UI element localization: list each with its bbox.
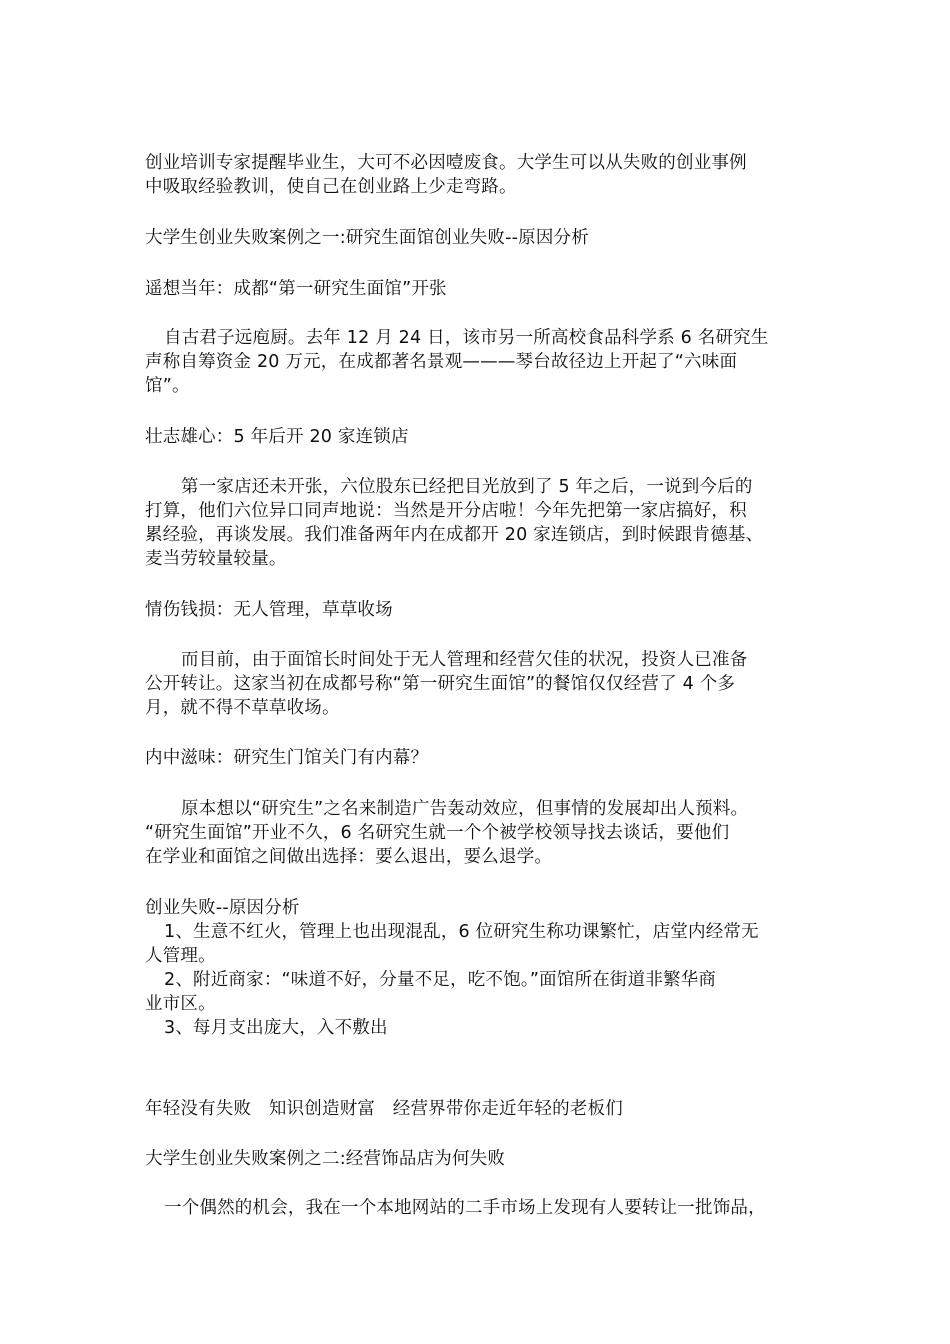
case-2-paragraph-line-1: 一个偶然的机会，我在一个本地网站的二手市场上发现有人要转让一批饰品， xyxy=(164,1198,766,1218)
paragraph-closure-line-1: 而目前，由于面馆长时间处于无人管理和经营欠佳的状况，投资人已准备 xyxy=(181,650,748,670)
paragraph-ambition-line-2: 打算，他们六位异口同声地说：当然是开分店啦！今年先把第一家店搞好，积 xyxy=(145,501,747,521)
analysis-item-2-line-2: 业市区。 xyxy=(145,994,216,1014)
paragraph-ambition-line-1: 第一家店还未开张，六位股东已经把目光放到了 5 年之后，一说到今后的 xyxy=(181,477,753,497)
section-heading-inside-story: 内中滋味：研究生门馆关门有内幕？ xyxy=(145,748,429,768)
intro-line-2: 中吸取经验教训，使自己在创业路上少走弯路。 xyxy=(145,177,517,197)
intro-line-1: 创业培训专家提醒毕业生，大可不必因噎废食。大学生可以从失败的创业事例 xyxy=(145,153,747,173)
case-2-heading: 大学生创业失败案例之二:经营饰品店为何失败 xyxy=(145,1149,506,1169)
paragraph-inside-story-line-1: 原本想以“研究生”之名来制造广告轰动效应，但事情的发展却出人预料。 xyxy=(181,799,749,819)
slogan-line: 年轻没有失败 知识创造财富 经营界带你走近年轻的老板们 xyxy=(145,1099,623,1119)
paragraph-inside-story-line-2: “研究生面馆”开业不久，6 名研究生就一个个被学校领导找去谈话，要他们 xyxy=(145,823,730,843)
analysis-item-1-line-2: 人管理。 xyxy=(145,946,216,966)
paragraph-closure-line-3: 月，就不得不草草收场。 xyxy=(145,698,340,718)
paragraph-inside-story-line-3: 在学业和面馆之间做出选择：要么退出，要么退学。 xyxy=(145,847,553,867)
case-1-heading: 大学生创业失败案例之一:研究生面馆创业失败--原因分析 xyxy=(145,228,589,248)
paragraph-opening-line-3: 馆”。 xyxy=(145,376,190,396)
paragraph-ambition-line-3: 累经验，再谈发展。我们准备两年内在成都开 20 家连锁店，到时候跟肯德基、 xyxy=(145,525,764,545)
paragraph-opening-line-2: 声称自筹资金 20 万元，在成都著名景观———琴台故径边上开起了“六味面 xyxy=(145,352,738,372)
paragraph-ambition-line-4: 麦当劳较量较量。 xyxy=(145,549,287,569)
paragraph-opening-line-1: 自古君子远庖厨。去年 12 月 24 日，该市另一所高校食品科学系 6 名研究生 xyxy=(164,328,769,348)
paragraph-closure-line-2: 公开转让。这家当初在成都号称“第一研究生面馆”的餐馆仅仅经营了 4 个多 xyxy=(145,674,736,694)
section-heading-ambition: 壮志雄心：5 年后开 20 家连锁店 xyxy=(145,427,409,447)
analysis-heading: 创业失败--原因分析 xyxy=(145,898,300,918)
section-heading-opening: 遥想当年：成都“第一研究生面馆”开张 xyxy=(145,279,447,299)
section-heading-closure: 情伤钱损：无人管理，草草收场 xyxy=(145,600,393,620)
analysis-item-3: 3、每月支出庞大，入不敷出 xyxy=(164,1018,388,1038)
analysis-item-1-line-1: 1、生意不红火，管理上也出现混乱，6 位研究生称功课繁忙，店堂内经常无 xyxy=(164,922,759,942)
analysis-item-2-line-1: 2、附近商家：“味道不好，分量不足，吃不饱。”面馆所在街道非繁华商 xyxy=(164,970,717,990)
